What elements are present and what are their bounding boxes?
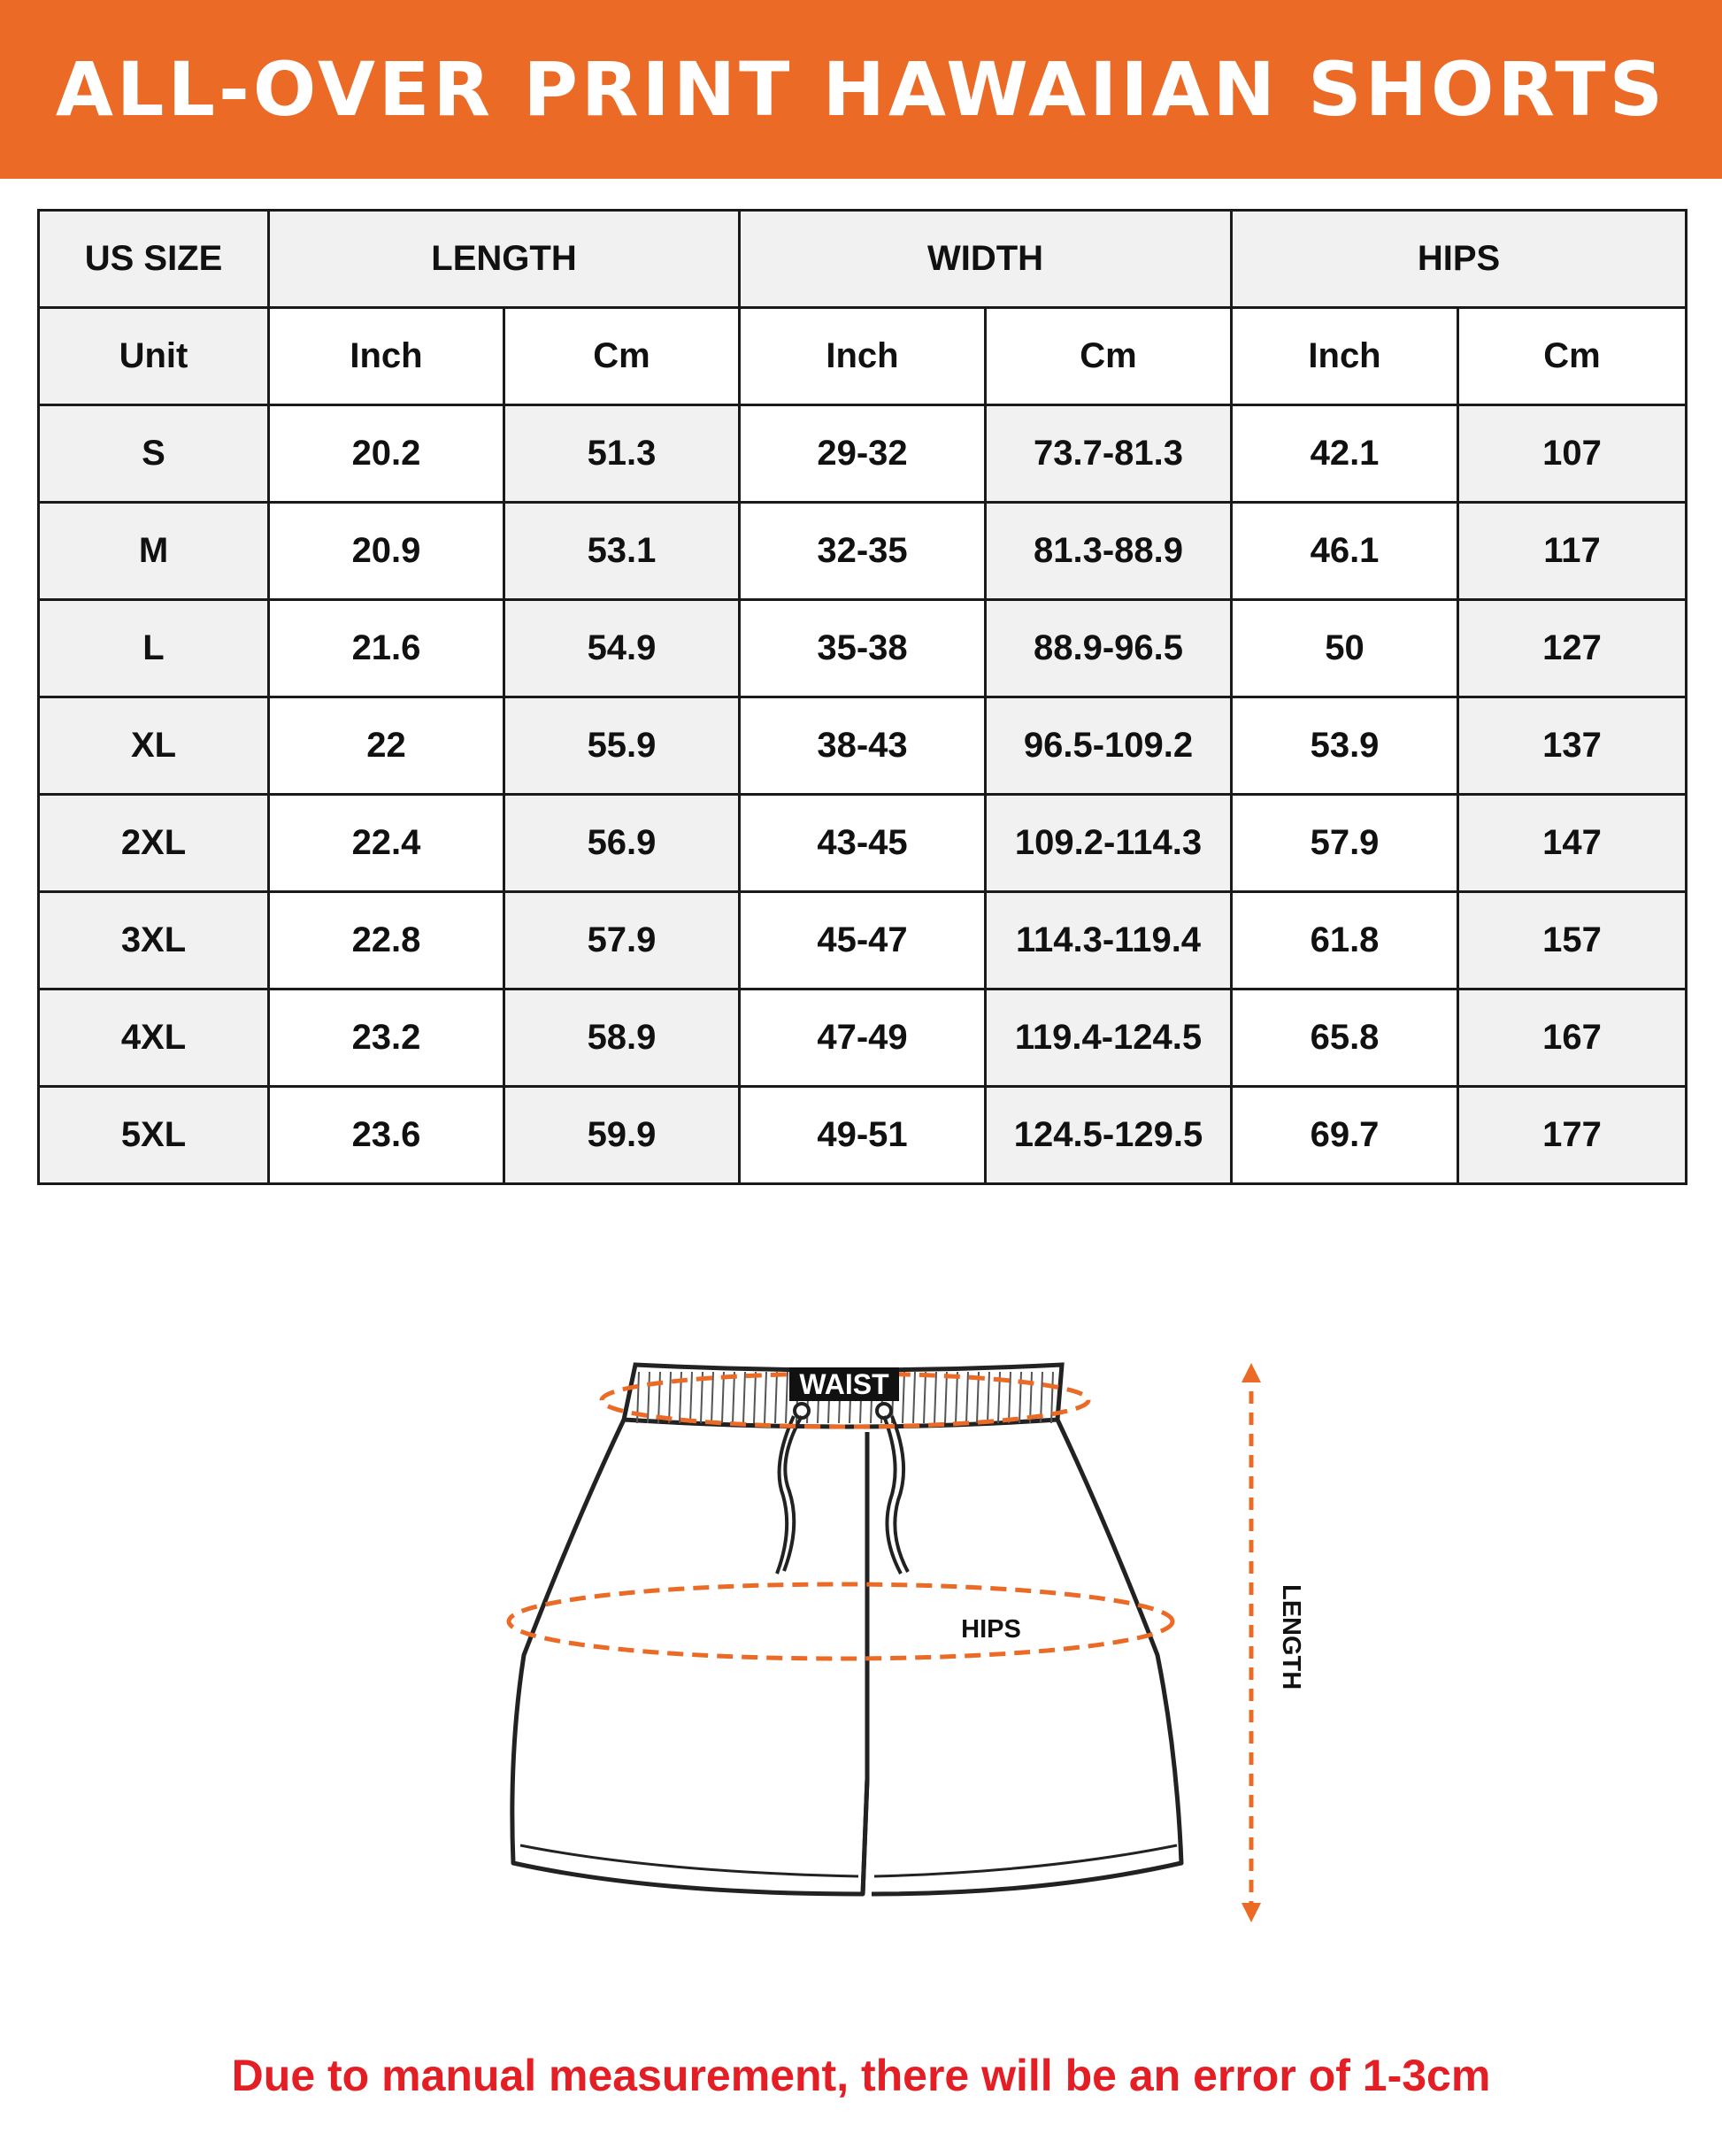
unit-label: Unit	[39, 308, 269, 405]
table-cell: 20.2	[269, 405, 504, 503]
table-row	[39, 989, 1687, 1087]
table-row	[39, 1087, 1687, 1184]
table-cell: 117	[1458, 503, 1687, 600]
table-cell: 49-51	[740, 1087, 986, 1184]
table-cell: 53.1	[504, 503, 740, 600]
table-cell: 20.9	[269, 503, 504, 600]
size-label: 5XL	[39, 1087, 269, 1184]
size-label: 4XL	[39, 989, 269, 1087]
header-length: LENGTH	[269, 211, 740, 308]
length-label: LENGTH	[1277, 1584, 1305, 1690]
page-title: ALL-OVER PRINT HAWAIIAN SHORTS	[55, 46, 1667, 133]
table-cell: 96.5-109.2	[986, 697, 1232, 795]
table-cell: 53.9	[1232, 697, 1458, 795]
table-cell: 22.4	[269, 795, 504, 892]
table-cell: 137	[1458, 697, 1687, 795]
table-row	[39, 697, 1687, 795]
table-cell: 127	[1458, 600, 1687, 697]
measurement-note: Due to manual measurement, there will be an error of 1-3cm	[231, 2051, 1491, 2100]
table-cell: 55.9	[504, 697, 740, 795]
unit-row	[39, 308, 1687, 405]
size-label: M	[39, 503, 269, 600]
unit-cell: Cm	[986, 308, 1232, 405]
table-cell: 114.3-119.4	[986, 892, 1232, 989]
table-cell: 21.6	[269, 600, 504, 697]
table-cell: 23.2	[269, 989, 504, 1087]
table-cell: 57.9	[1232, 795, 1458, 892]
drawstrings	[777, 1404, 908, 1574]
size-label: 3XL	[39, 892, 269, 989]
table-cell: 38-43	[740, 697, 986, 795]
header-hips: HIPS	[1232, 211, 1687, 308]
table-row	[39, 405, 1687, 503]
table-cell: 73.7-81.3	[986, 405, 1232, 503]
header-width: WIDTH	[740, 211, 1232, 308]
group-header-row	[39, 211, 1687, 308]
table-cell: 45-47	[740, 892, 986, 989]
table-row	[39, 892, 1687, 989]
table-cell: 29-32	[740, 405, 986, 503]
table-cell: 109.2-114.3	[986, 795, 1232, 892]
table-cell: 43-45	[740, 795, 986, 892]
table-cell: 46.1	[1232, 503, 1458, 600]
table-cell: 32-35	[740, 503, 986, 600]
table-cell: 88.9-96.5	[986, 600, 1232, 697]
table-row	[39, 600, 1687, 697]
table-cell: 69.7	[1232, 1087, 1458, 1184]
table-cell: 167	[1458, 989, 1687, 1087]
table-row	[39, 503, 1687, 600]
table-cell: 54.9	[504, 600, 740, 697]
table-cell: 42.1	[1232, 405, 1458, 503]
waist-label: WAIST	[799, 1368, 889, 1400]
table-cell: 59.9	[504, 1087, 740, 1184]
size-label: S	[39, 405, 269, 503]
unit-cell: Inch	[269, 308, 504, 405]
size-rows	[39, 405, 1687, 1184]
table-cell: 119.4-124.5	[986, 989, 1232, 1087]
table-cell: 147	[1458, 795, 1687, 892]
unit-cell: Cm	[1458, 308, 1687, 405]
size-chart-table	[37, 209, 1687, 1185]
table-cell: 56.9	[504, 795, 740, 892]
table-cell: 22.8	[269, 892, 504, 989]
table-cell: 57.9	[504, 892, 740, 989]
header-us-size: US SIZE	[39, 211, 269, 308]
unit-cell: Cm	[504, 308, 740, 405]
table-cell: 65.8	[1232, 989, 1458, 1087]
unit-cell: Inch	[1232, 308, 1458, 405]
shorts-diagram	[478, 1345, 1305, 1947]
title-banner	[0, 0, 1722, 179]
hips-label: HIPS	[961, 1615, 1021, 1644]
table-cell: 47-49	[740, 989, 986, 1087]
table-cell: 51.3	[504, 405, 740, 503]
size-label: 2XL	[39, 795, 269, 892]
table-cell: 177	[1458, 1087, 1687, 1184]
table-row	[39, 795, 1687, 892]
hips-measure-line	[509, 1584, 1172, 1659]
table-cell: 81.3-88.9	[986, 503, 1232, 600]
table-cell: 124.5-129.5	[986, 1087, 1232, 1184]
size-label: L	[39, 600, 269, 697]
table-cell: 58.9	[504, 989, 740, 1087]
length-arrow	[1242, 1363, 1261, 1922]
size-label: XL	[39, 697, 269, 795]
table-cell: 107	[1458, 405, 1687, 503]
table-cell: 50	[1232, 600, 1458, 697]
table-cell: 23.6	[269, 1087, 504, 1184]
table-cell: 157	[1458, 892, 1687, 989]
unit-cell: Inch	[740, 308, 986, 405]
table-cell: 22	[269, 697, 504, 795]
table-cell: 61.8	[1232, 892, 1458, 989]
table-cell: 35-38	[740, 600, 986, 697]
